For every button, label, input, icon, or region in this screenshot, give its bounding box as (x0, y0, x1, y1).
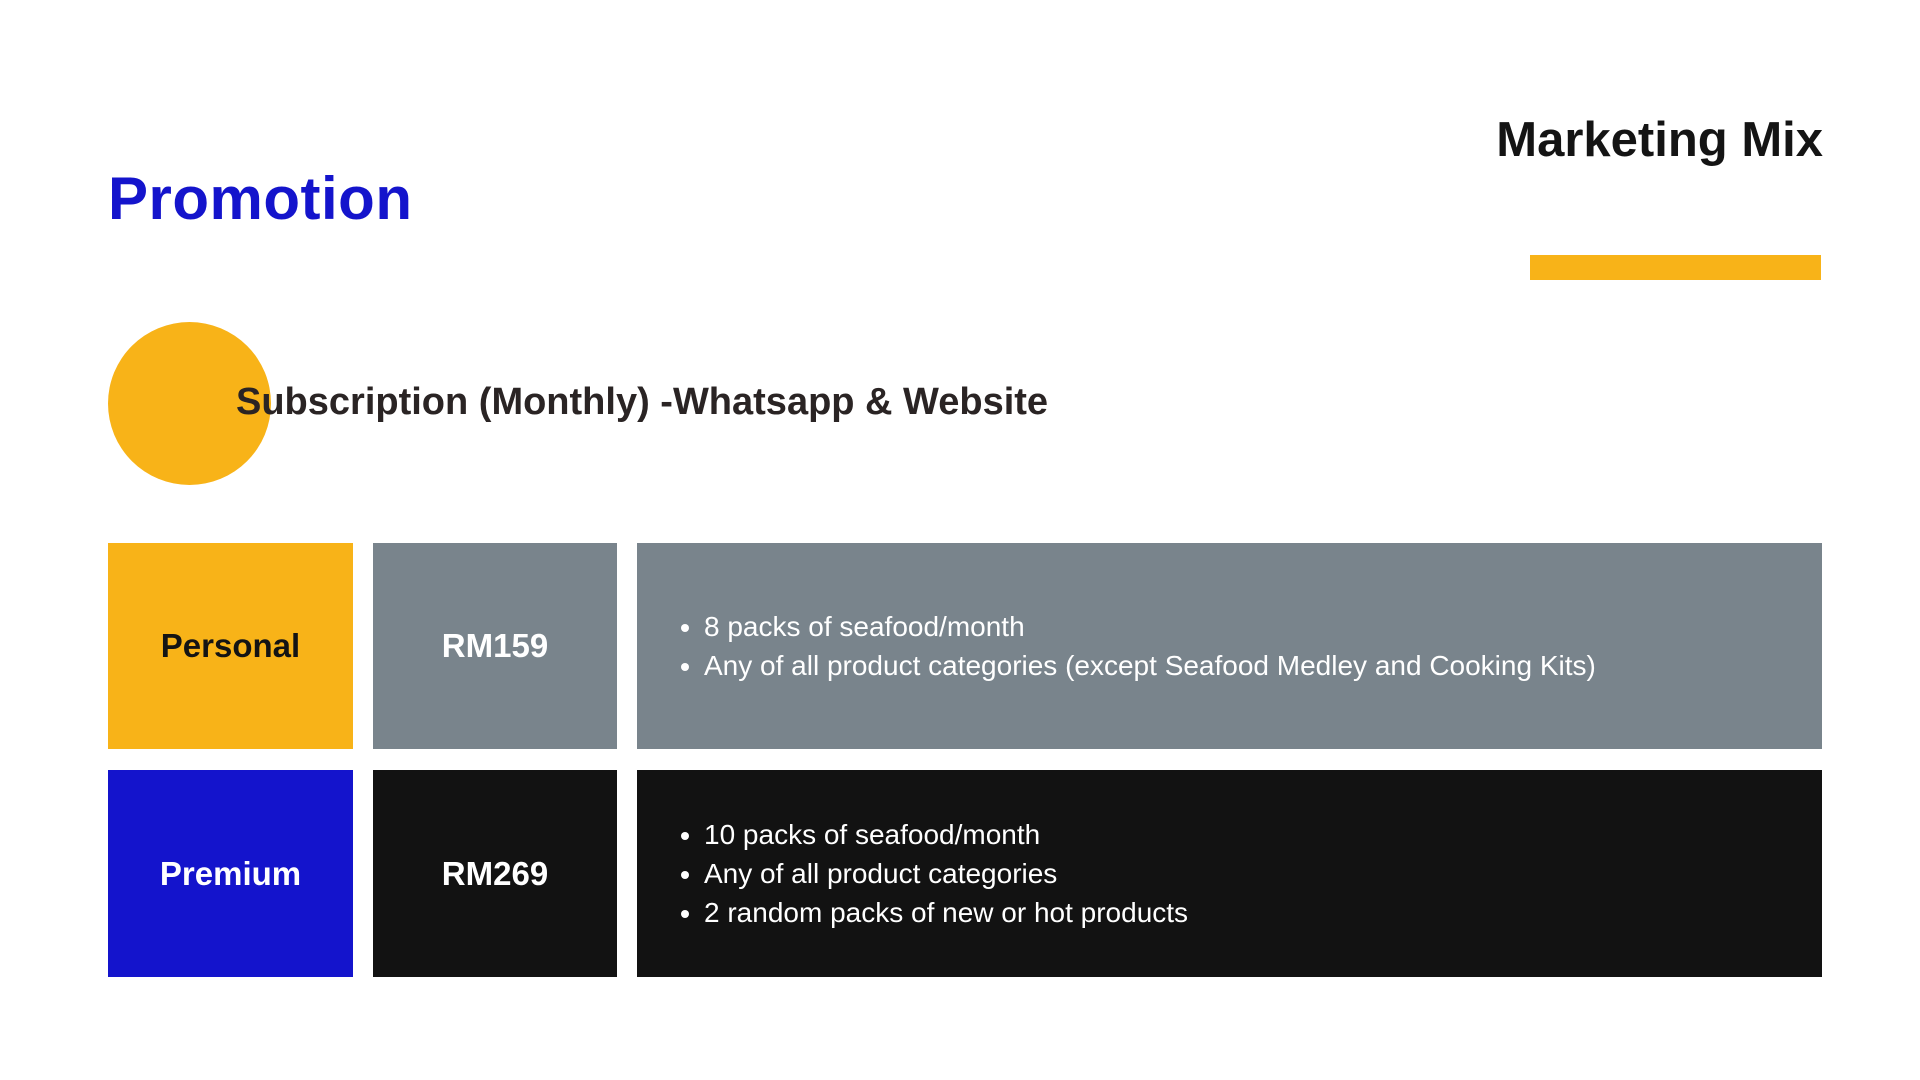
feature-list (637, 607, 1596, 685)
plan-features-personal (637, 543, 1822, 749)
feature-item: 8 packs of seafood/month (704, 607, 1596, 646)
feature-item: Any of all product categories (704, 854, 1188, 893)
feature-list (637, 815, 1188, 932)
plan-name-personal: Personal (108, 543, 353, 749)
feature-item: 10 packs of seafood/month (704, 815, 1188, 854)
plan-price-personal: RM159 (373, 543, 617, 749)
feature-item: 2 random packs of new or hot products (704, 893, 1188, 932)
section-underline (1530, 255, 1821, 280)
page-title: Promotion (108, 165, 413, 232)
feature-item: Any of all product categories (except Seafood Medley and Cooking Kits) (704, 646, 1596, 685)
subscription-heading: Subscription (Monthly) -Whatsapp & Website (236, 381, 1049, 423)
section-label: Marketing Mix (1496, 113, 1823, 167)
plan-price-premium: RM269 (373, 770, 617, 977)
plan-features-premium (637, 770, 1822, 977)
plan-name-premium: Premium (108, 770, 353, 977)
